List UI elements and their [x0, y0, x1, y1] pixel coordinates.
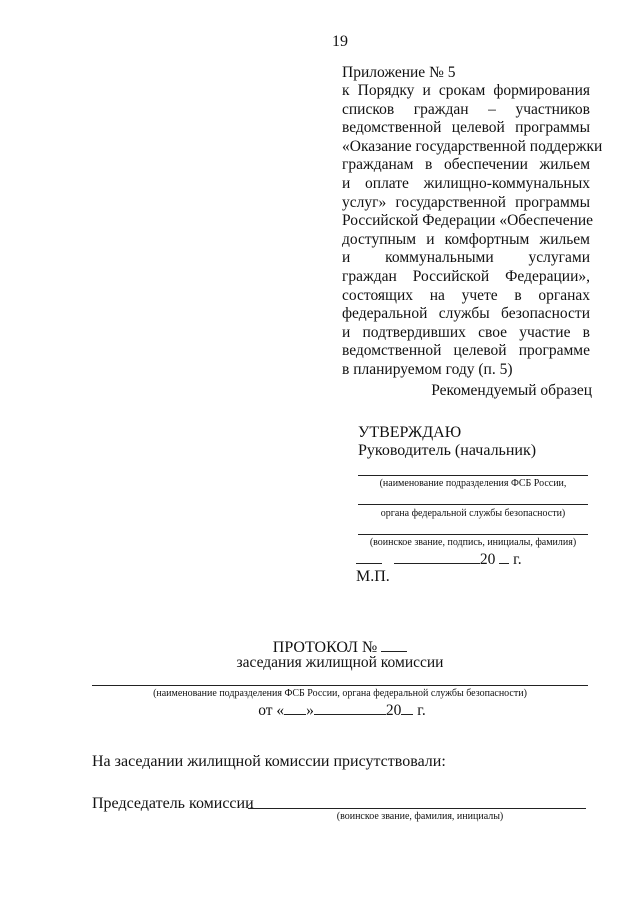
body-line[interactable] [358, 504, 588, 505]
chairman-caption: (воинское звание, фамилия, инициалы) [336, 811, 504, 822]
appendix-line: гражданам в обеспечении жильем [342, 156, 590, 174]
signature-caption: (воинское звание, подпись, инициалы, фамилия) [369, 537, 577, 548]
protocol-year-blank[interactable] [401, 700, 413, 715]
protocol-day-blank[interactable] [284, 700, 306, 715]
chairman-line[interactable] [248, 808, 586, 809]
appendix-line: и оплате жилищно-коммунальных [342, 174, 590, 192]
appendix-line: «Оказание государственной поддержки [342, 137, 603, 155]
protocol-unit-caption: (наименование подразделения ФСБ России, органа федеральной службы безопасности) [153, 688, 527, 699]
protocol-year-suffix: г. [417, 702, 426, 719]
approval-date-line [356, 549, 522, 569]
protocol-month-blank[interactable] [314, 700, 386, 715]
appendix-line: в планируемом году (п. 5) [342, 360, 513, 378]
appendix-line: и подтвердивших свое участие в [342, 323, 590, 341]
protocol-number-blank[interactable] [381, 637, 407, 652]
protocol-date-line [0, 700, 640, 720]
unit-line[interactable] [358, 475, 588, 476]
protocol-subtitle: заседания жилищной комиссии [236, 654, 444, 671]
body-caption: органа федеральной службы безопасности) [380, 508, 566, 519]
day-blank[interactable] [356, 549, 382, 564]
quote-open: « [276, 702, 285, 719]
year-prefix: 20 [479, 551, 496, 568]
appendix-line: списков граждан – участников [342, 100, 590, 118]
appendix-line: и коммунальными услугами [342, 249, 590, 267]
appendix-title: Приложение № 5 [342, 64, 456, 81]
appendix-line: к Порядку и срокам формирования [342, 82, 590, 99]
approve-heading: УТВЕРЖДАЮ [358, 424, 462, 441]
seal-label: М.П. [356, 568, 390, 585]
appendix-body [342, 82, 603, 380]
appendix-line: состоящих на учете в органах [342, 286, 590, 304]
appendix-line: федеральной службы безопасности [342, 305, 590, 323]
page-number: 19 [332, 33, 348, 50]
month-blank[interactable] [394, 549, 480, 564]
appendix-line: услуг» государственной программы [342, 193, 590, 211]
appendix-line: граждан Российской Федерации», [342, 267, 590, 285]
attended-heading: На заседании жилищной комиссии присутствовали: [92, 753, 446, 770]
quote-close: » [306, 702, 314, 719]
unit-caption: (наименование подразделения ФСБ России, [379, 478, 567, 489]
appendix-line: ведомственной целевой программе [342, 342, 590, 360]
appendix-line: ведомственной целевой программы [342, 119, 590, 137]
appendix-line: доступным и комфортным жильем [342, 230, 590, 248]
year-suffix: г. [513, 551, 522, 568]
protocol-unit-line[interactable] [92, 685, 588, 686]
recommended-sample-label: Рекомендуемый образец [431, 382, 592, 399]
signature-line[interactable] [358, 534, 588, 535]
protocol-year-prefix: 20 [385, 702, 402, 719]
chairman-label: Председатель комиссии [92, 795, 254, 812]
year-blank[interactable] [499, 549, 509, 564]
protocol-title-text: ПРОТОКОЛ № [272, 639, 378, 656]
head-title: Руководитель (начальник) [358, 442, 537, 459]
appendix-line: Российской Федерации «Обеспечение [342, 212, 594, 230]
from-label: от [258, 702, 273, 719]
